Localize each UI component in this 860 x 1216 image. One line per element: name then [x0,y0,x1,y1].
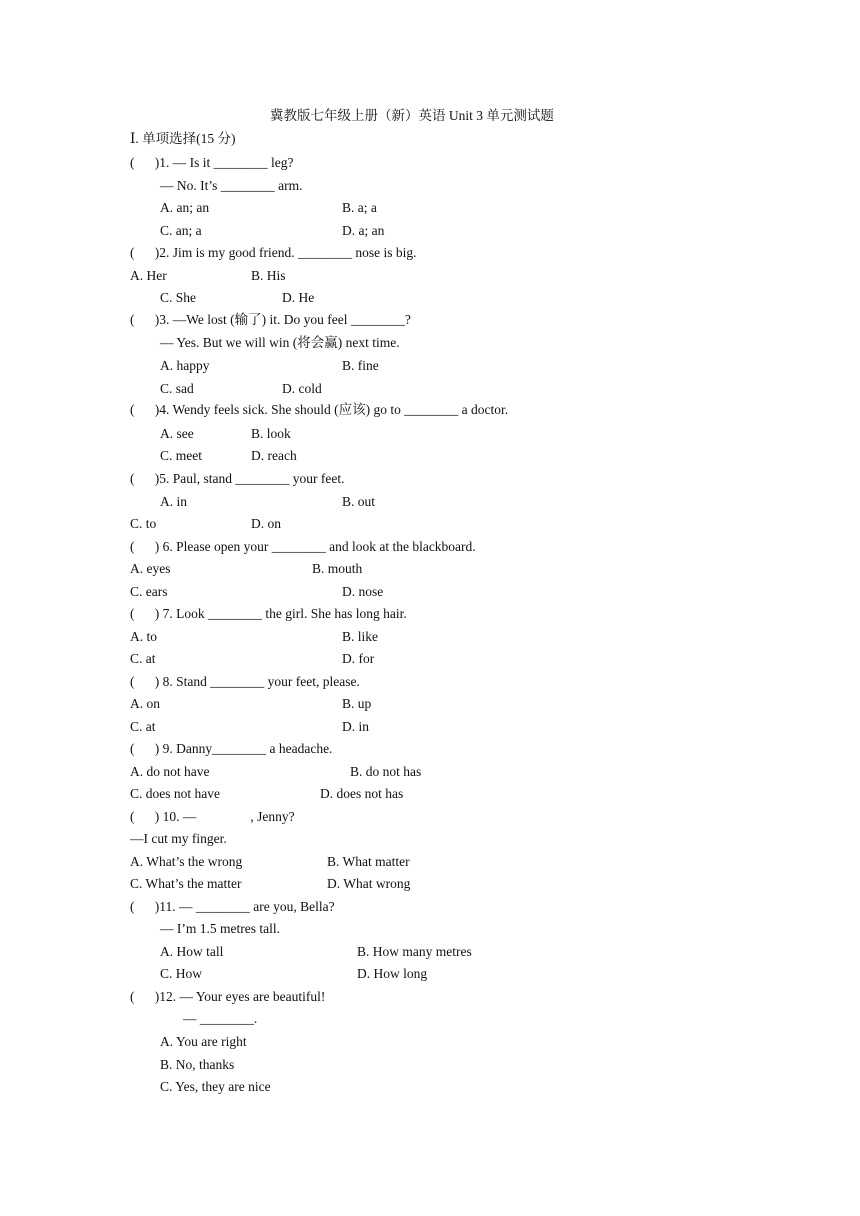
question-7: ( ) 7. Look ________ the girl. She has long hair. [130,606,407,621]
option-b: B. up [342,696,372,711]
option-b: B. fine [342,358,379,373]
option-c: C. an; a [160,223,202,238]
question-5: ( )5. Paul, stand ________ your feet. [130,471,345,486]
option-c: C. does not have [130,786,220,801]
question-2: ( )2. Jim is my good friend. ________ nose is big. [130,245,417,260]
question-12: ( )12. — Your eyes are beautiful! [130,989,326,1004]
option-a: A. in [160,494,187,509]
option-b: B. No, thanks [160,1057,235,1072]
option-c: C. sad [160,381,194,396]
question-8: ( ) 8. Stand ________ your feet, please. [130,674,360,689]
option-c: C. to [130,516,157,531]
option-a: A. You are right [160,1034,247,1049]
question-6: ( ) 6. Please open your ________ and look at the blackboard. [130,539,476,554]
option-b: B. a; a [342,200,377,215]
option-b: B. look [251,426,291,441]
option-c: C. at [130,719,156,734]
option-c: C. How [160,966,203,981]
option-d: D. for [342,651,375,666]
option-d: D. does not has [320,786,404,801]
option-a: A. to [130,629,157,644]
question-12-reply: — ________. [183,1011,258,1026]
option-c: C. ears [130,584,168,599]
option-b: B. What matter [327,854,410,869]
question-3-reply: — Yes. But we will win (将会赢) next time. [160,335,400,350]
option-a: A. on [130,696,160,711]
section-heading: Ⅰ. 单项选择(15 分) [130,131,236,146]
option-b: B. like [342,629,378,644]
option-d: D. What wrong [327,876,411,891]
option-a: A. an; an [160,200,210,215]
question-1: ( )1. — Is it ________ leg? [130,155,294,170]
option-b: B. How many metres [357,944,472,959]
option-d: D. How long [357,966,428,981]
option-a: A. see [160,426,194,441]
option-d: D. a; an [342,223,385,238]
option-a: A. eyes [130,561,171,576]
option-b: B. do not has [350,764,422,779]
option-b: B. His [251,268,286,283]
option-b: B. mouth [312,561,363,576]
option-a: A. How tall [160,944,224,959]
option-d: D. nose [342,584,384,599]
question-1-reply: — No. It’s ________ arm. [160,178,303,193]
option-c: C. meet [160,448,202,463]
option-c: C. at [130,651,156,666]
question-10: ( ) 10. — , Jenny? [130,809,295,824]
option-a: A. happy [160,358,210,373]
question-11-reply: — I’m 1.5 metres tall. [160,921,280,936]
option-a: A. Her [130,268,167,283]
option-c: C. What’s the matter [130,876,242,891]
option-d: D. cold [282,381,322,396]
question-9: ( ) 9. Danny________ a headache. [130,741,333,756]
option-c: C. Yes, they are nice [160,1079,271,1094]
option-a: A. do not have [130,764,210,779]
question-11: ( )11. — ________ are you, Bella? [130,899,335,914]
option-c: C. She [160,290,197,305]
question-4: ( )4. Wendy feels sick. She should (应该) go to ________ a doctor. [130,402,509,417]
option-b: B. out [342,494,376,509]
document-title: 冀教版七年级上册（新）英语 Unit 3 单元测试题 [270,108,554,123]
option-d: D. on [251,516,281,531]
option-a: A. What’s the wrong [130,854,243,869]
question-10-reply: —I cut my finger. [130,831,227,846]
option-d: D. in [342,719,369,734]
question-3: ( )3. —We lost (输了) it. Do you feel ________? [130,312,411,327]
option-d: D. He [282,290,315,305]
option-d: D. reach [251,448,297,463]
